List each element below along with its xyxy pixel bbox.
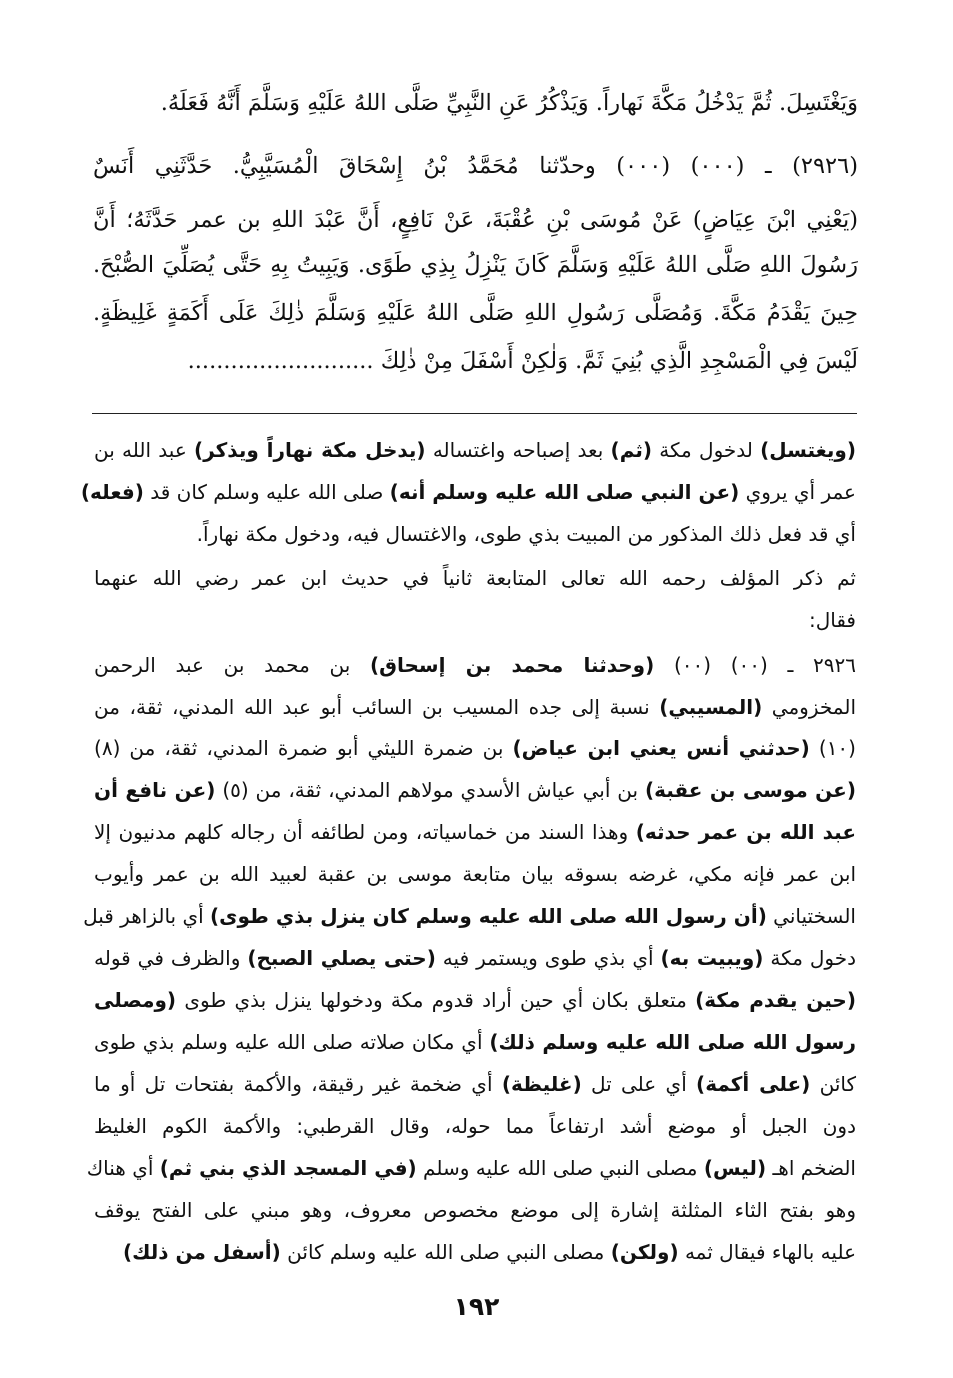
commentary-line: [94, 1032, 856, 1052]
commentary-line: [94, 738, 856, 758]
commentary-text: أي هناك: [86, 1156, 160, 1180]
commentary-text: أي قد فعل ذلك المذكور من المبيت بذي طوى، والاغتسال فيه، ودخول مكة نهاراً.: [196, 522, 856, 546]
page-number: ١٩٢: [453, 1292, 500, 1321]
quoted-matn: (ويغتسل): [760, 438, 857, 462]
commentary-text: المخزومي: [762, 695, 857, 719]
quoted-matn: (عن النبي صلى الله عليه وسلم أنه): [389, 480, 740, 504]
commentary-text: نسبة إلى جده المسيب بن السائب أبو عبد الله المدني، ثقة، من: [94, 695, 660, 719]
commentary-text: أي ضخمة غير رقيقة، والأكمة بفتحات تل أو ما: [94, 1072, 502, 1096]
hadith-line: (يَعْنِي ابْنَ عِيَاضٍ) عَنْ مُوسَى بْنِ عُقْبَةَ، عَنْ نَافِعٍ، أَنَّ عَبْدَ اللهِ بن عمر حَدَّثَهُ؛ أَنَّ: [93, 207, 858, 233]
commentary-text: بن أبي عياش الأسدي مولاهم المدني، ثقة، من (٥): [215, 778, 645, 802]
commentary-line: [94, 568, 856, 588]
footnote-divider: [92, 413, 857, 414]
hadith-line: لَيْسَ فِي الْمَسْجِدِ الَّذِي بُنِيَ ثَمَّ. وَلٰكِنْ أَسْفَلَ مِنْ ذٰلِكَ ..........................: [187, 348, 858, 374]
quoted-matn: (في المسجد الذي بني ثم): [159, 1156, 417, 1180]
commentary-line: [94, 655, 856, 675]
commentary-line: [94, 1116, 856, 1136]
commentary-text: مصلى النبي صلى الله عليه وسلم كائن: [280, 1240, 611, 1264]
commentary-text: متعلق بكان أي حين أراد قدوم مكة ودخولها ينزل بذي طوى: [176, 988, 696, 1012]
commentary-text: صلى الله عليه وسلم كان قد: [143, 480, 390, 504]
commentary-line: [94, 524, 856, 544]
commentary-text: مصلى النبي صلى الله عليه وسلم: [416, 1156, 704, 1180]
commentary-line: [94, 780, 856, 800]
quoted-matn: (حتى يصلي الصبح): [247, 946, 436, 970]
commentary-line: [94, 990, 856, 1010]
commentary-text: فقال:: [808, 608, 856, 632]
commentary-text: السختياني: [766, 904, 856, 928]
commentary-text: عمر أي يروي: [739, 480, 856, 504]
commentary-line: [86, 1156, 856, 1180]
quoted-matn: عبد الله بن عمر حدثه): [635, 820, 857, 844]
quoted-matn: (عن موسى بن عقبة): [644, 778, 856, 802]
quoted-matn: (أن رسول الله صلى الله عليه وسلم كان ينزل بذي طوى): [210, 904, 767, 928]
quoted-matn: (وحدثنا محمد بن إسحاق): [369, 653, 655, 677]
commentary-text: (١٠): [809, 736, 856, 760]
hadith-line: وَيَغْتَسِلَ. ثُمَّ يَدْخُلُ مَكَّةَ نَهاراً. وَيَذْكُرُ عَنِ النَّبِيِّ صَلَّى اللهُ عَلَيْهِ وَسَلَّمَ أَنَّهُ فَعَلَهُ.: [160, 90, 858, 116]
quoted-matn: (فعله): [80, 480, 144, 504]
commentary-line: [94, 610, 856, 630]
commentary-line: [94, 697, 856, 717]
quoted-matn: (غليظة): [501, 1072, 582, 1096]
commentary-text: عليه بالهاء فيقال ثمه: [678, 1240, 856, 1264]
quoted-matn: رسول الله صلى الله عليه وسلم ذلك): [489, 1030, 856, 1054]
commentary-text: وهذا السند من خماسياته، ومن لطائفه أن رجاله كلهم مدنيون إلا: [94, 820, 636, 844]
quoted-matn: (عن نافع أن: [94, 778, 216, 802]
commentary-text: عبد الله بن: [94, 438, 195, 462]
commentary-line: [94, 948, 856, 968]
commentary-line: [94, 822, 856, 842]
commentary-text: بعد إصباحه واغتساله: [425, 438, 611, 462]
quoted-matn: (ومصلى: [94, 988, 177, 1012]
commentary-text: بن ضمرة الليثي أبو ضمرة المدني، ثقة، من (٨): [94, 736, 513, 760]
commentary-text: أي بالزاهر قبل: [83, 904, 211, 928]
commentary-line: [80, 480, 856, 504]
commentary-text: والظرف في قوله: [94, 946, 248, 970]
quoted-matn: (ويبيت به): [660, 946, 764, 970]
quoted-matn: (حدثني أنس يعني ابن عياض): [512, 736, 810, 760]
commentary-text: أي مكان صلاته صلى الله عليه وسلم بذي طوى: [94, 1030, 490, 1054]
commentary-text: أي على تل: [581, 1072, 697, 1096]
commentary-line: [94, 1074, 856, 1094]
hadith-line: (٢٩٢٦) ـ (٠٠٠) (٠٠٠) وحدّثنا مُحَمَّدُ بْنُ إِسْحَاقَ الْمُسَيَّبِيُّ. حَدَّثَنِي أَنَسٌ: [93, 153, 858, 179]
quoted-matn: (ثم): [610, 438, 653, 462]
commentary-line: [94, 440, 856, 460]
commentary-line: [94, 1200, 856, 1220]
quoted-matn: (يدخل مكة نهاراً ويذكر): [194, 438, 426, 462]
commentary-line: [94, 1242, 856, 1262]
quoted-matn: (حين يقدم مكة): [695, 988, 856, 1012]
quoted-matn: (أسفل من ذلك): [123, 1240, 281, 1264]
commentary-text: بن محمد بن عبد الرحمن: [94, 653, 370, 677]
commentary-text: ابن عمر فإنه مكي، غرضه بسوقه بيان متابعة موسى بن عقبة لعبيد الله بن عمر وأيوب: [94, 862, 856, 886]
commentary-text: ثم ذكر المؤلف رحمه الله تعالى المتابعة ثانياً في حديث ابن عمر رضي الله عنهما: [94, 566, 856, 590]
commentary-text: أي بذي طوى ويستمر فيه: [435, 946, 661, 970]
hadith-line: حِينَ يَقْدَمُ مَكَّةَ. وَمُصَلَّى رَسُولِ اللهِ صَلَّى اللهُ عَلَيْهِ وَسَلَّمَ ذٰلِكَ عَلَى أَكَمَةٍ غَلِيظَةٍ.: [93, 300, 858, 326]
commentary-text: دخول مكة: [763, 946, 857, 970]
quoted-matn: (ليس): [703, 1156, 767, 1180]
commentary-text: لدخول مكة: [652, 438, 761, 462]
quoted-matn: (ولكن): [610, 1240, 679, 1264]
commentary-text: الضخم اهـ: [766, 1156, 856, 1180]
commentary-text: كائن: [810, 1072, 857, 1096]
commentary-line: [83, 904, 856, 928]
commentary-text: وهو بفتح الثاء المثلثة إشارة إلى موضع مخصوص معروف، وهو مبني على الفتح يوقف: [94, 1198, 856, 1222]
hadith-line: رَسُولَ اللهِ صَلَّى اللهُ عَلَيْهِ وَسَلَّمَ كَانَ يَنْزِلُ بِذِي طَوًى. وَيَبِيتُ بِهِ حَتَّى يُصَلِّيَ الصُّبْحَ.: [93, 252, 858, 278]
commentary-line: [94, 864, 856, 884]
quoted-matn: (على أكمة): [696, 1072, 811, 1096]
quoted-matn: (المسيبي): [659, 695, 763, 719]
commentary-text: دون الجبل أو موضع أشد ارتفاعاً مما حوله، وقال القرطبي: والأكمة الكوم الغليظ: [94, 1114, 856, 1138]
commentary-text: ٢٩٢٦ ـ (٠٠) (٠٠): [654, 653, 856, 677]
